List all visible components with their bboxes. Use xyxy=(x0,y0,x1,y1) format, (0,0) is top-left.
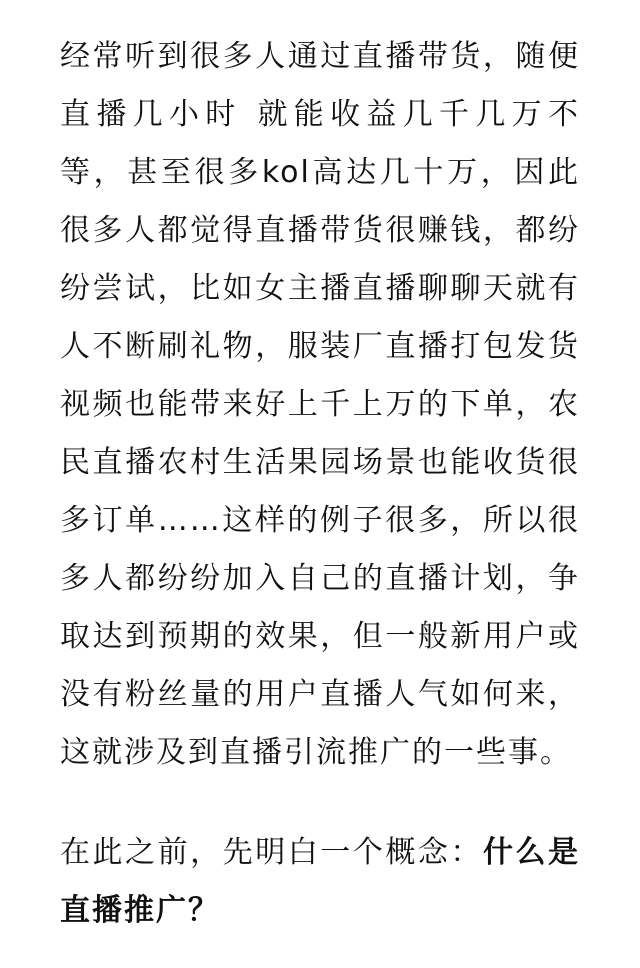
article-paragraph-1: 经常听到很多人通过直播带货，随便直播几小时 就能收益几千几万不等，甚至很多kol高达几十万，因此很多人都觉得直播带货很赚钱，都纷纷尝试，比如女主播直播聊聊天就有人不断刷礼物，服装厂直播打包发货视频也能带来好上千上万的下单，农民直播农村生活果园场景也能收货很多订单……这样的例子很多，所以很多人都纷纷加入自己的直播计划，争取达到预期的效果，但一般新用户或没有粉丝量的用户直播人气如何来，这就涉及到直播引流推广的一些事。 xyxy=(60,39,580,770)
article-paragraph-2 xyxy=(60,824,580,940)
paragraph-2-emphasis: 什么是直播推广？ xyxy=(60,835,581,928)
paragraph-2-prefix: 在此之前，先明白一个概念： xyxy=(60,835,483,870)
